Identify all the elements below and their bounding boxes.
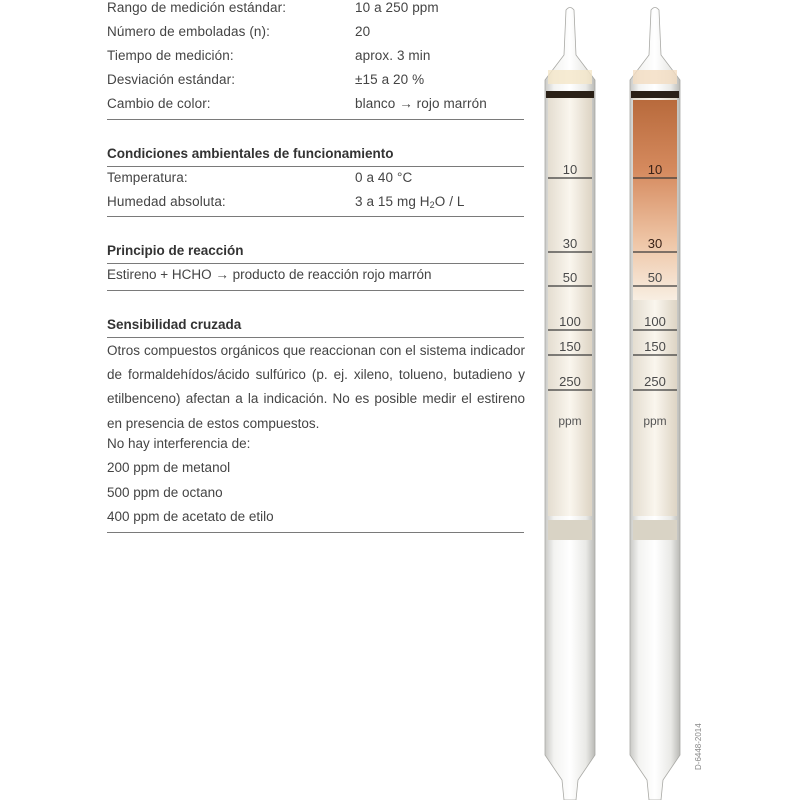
spec-row-strokes [107, 24, 524, 48]
spec-label: Rango de medición estándar: [107, 0, 287, 15]
cross-sensitivity-heading: Sensibilidad cruzada [107, 317, 242, 332]
scale-mark-label: 100 [559, 314, 581, 329]
scale-mark-label: 30 [562, 236, 578, 251]
scale-mark-label: 10 [647, 162, 663, 177]
scale-mark-label: 250 [644, 374, 666, 389]
conditions-heading: Condiciones ambientales de funcionamiento [107, 146, 394, 161]
scale-mark-label: 100 [644, 314, 666, 329]
scale-mark-label: 150 [644, 339, 666, 354]
scale-unit-label: ppm [643, 414, 667, 428]
divider [107, 263, 524, 264]
interference-item: 400 ppm de acetato de etilo [107, 509, 274, 524]
tube-used [630, 8, 680, 800]
tube-unused [545, 8, 595, 800]
spec-label: Cambio de color: [107, 96, 211, 111]
divider [107, 216, 524, 217]
spec-value: blanco → rojo marrón [355, 96, 487, 111]
spec-value: ±15 a 20 % [355, 72, 425, 87]
tube-band [546, 91, 594, 98]
condition-row-temperature [107, 170, 524, 194]
condition-value [355, 194, 465, 210]
spec-row-range [107, 0, 524, 24]
divider [107, 532, 524, 533]
condition-value: 0 a 40 °C [355, 170, 413, 185]
scale-mark-label: 250 [559, 374, 581, 389]
scale-mark-label: 10 [562, 162, 578, 177]
humidity-value-subscript: 2 [429, 200, 435, 210]
spec-label: Desviación estándar: [107, 72, 236, 87]
cross-sensitivity-paragraph: Otros compuestos orgánicos que reaccionan con el sistema indicador de formaldehídos/ácido sulfúrico (p. ej. xileno, tolueno, butadieno y etilbenceno) afectan a la indicación. No es posible medir el estireno en presencia de estos compuestos. [107, 343, 525, 431]
spec-value: aprox. 3 min [355, 48, 431, 63]
scale-mark-label: 30 [647, 236, 663, 251]
divider [107, 337, 524, 338]
scale-mark-label: 150 [559, 339, 581, 354]
no-interference-label: No hay interferencia de: [107, 436, 251, 451]
spec-row-time [107, 48, 524, 72]
reaction-text: Estireno + HCHO → producto de reacción rojo marrón [107, 267, 432, 282]
spec-row-deviation [107, 72, 524, 96]
interference-item: 500 ppm de octano [107, 485, 223, 500]
scale-mark-label: 50 [647, 270, 663, 285]
divider [107, 119, 524, 120]
divider [107, 166, 524, 167]
humidity-value-suffix: O / L [434, 194, 465, 209]
tube-band [631, 91, 679, 98]
spec-value: 10 a 250 ppm [355, 0, 439, 15]
interference-item: 200 ppm de metanol [107, 460, 231, 475]
scale-unit-label: ppm [558, 414, 582, 428]
spec-value: 20 [355, 24, 371, 39]
scale-mark-label: 50 [562, 270, 578, 285]
condition-row-humidity [107, 194, 524, 218]
detector-tubes-illustration [530, 0, 730, 800]
spec-label: Tiempo de medición: [107, 48, 234, 63]
image-code: D-6448-2014 [694, 723, 703, 770]
condition-label: Humedad absoluta: [107, 194, 226, 209]
condition-label: Temperatura: [107, 170, 188, 185]
reaction-heading: Principio de reacción [107, 243, 244, 258]
spec-label: Número de emboladas (n): [107, 24, 270, 39]
humidity-value-prefix: 3 a 15 mg H [355, 194, 430, 209]
spec-row-color-change [107, 96, 524, 120]
divider [107, 290, 524, 291]
